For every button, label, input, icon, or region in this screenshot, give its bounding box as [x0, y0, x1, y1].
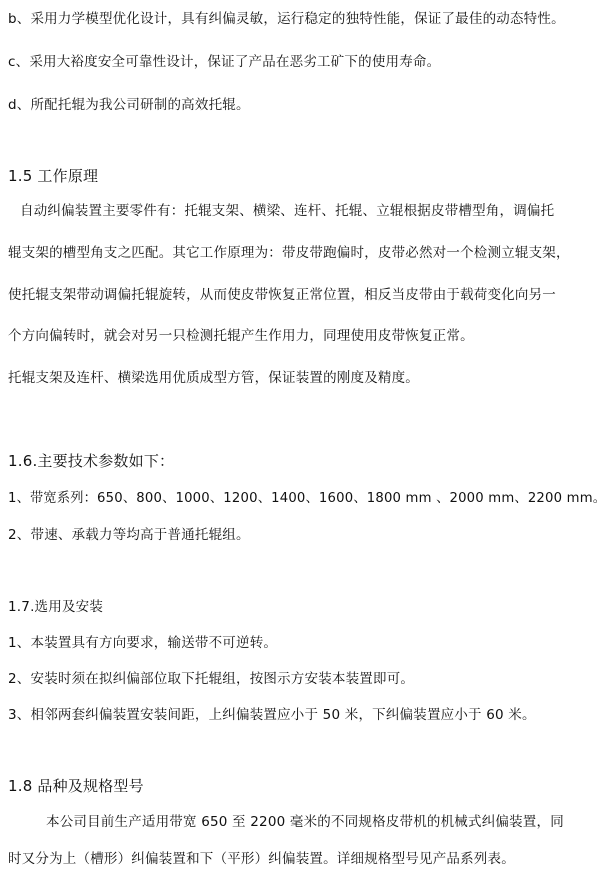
section-heading-1-6: 1.6.主要技术参数如下：	[8, 452, 175, 470]
section-heading-1-7: 1.7.选用及安装	[8, 599, 104, 615]
paragraph-line: 时又分为上（槽形）纠偏装置和下（平形）纠偏装置。详细规格型号见产品系列表。	[8, 851, 515, 867]
paragraph-line: 托辊支架及连杆、横梁选用优质成型方管，保证装置的刚度及精度。	[8, 370, 419, 386]
parameter-item: 2、带速、承载力等均高于普通托辊组。	[8, 527, 250, 543]
section-heading-1-5: 1.5 工作原理	[8, 167, 99, 185]
feature-c: c、采用大裕度安全可靠性设计，保证了产品在恶劣工矿下的使用寿命。	[8, 54, 441, 70]
install-item: 1、本装置具有方向要求，输送带不可逆转。	[8, 635, 278, 651]
paragraph-line: 辊支架的槽型角支之匹配。其它工作原理为：带皮带跑偏时，皮带必然对一个检测立辊支架，	[8, 245, 570, 261]
paragraph-line: 个方向偏转时，就会对另一只检测托辊产生作用力，同理使用皮带恢复正常。	[8, 328, 474, 344]
feature-d: d、所配托辊为我公司研制的高效托辊。	[8, 97, 250, 113]
install-item: 2、安装时须在拟纠偏部位取下托辊组，按图示方安装本装置即可。	[8, 671, 415, 687]
parameter-item: 1、带宽系列：650、800、1000、1200、1400、1600、1800 mm 、2000 mm、2200 mm。	[8, 490, 607, 506]
install-item: 3、相邻两套纠偏装置安装间距，上纠偏装置应小于 50 米，下纠偏装置应小于 60 米。	[8, 707, 536, 723]
section-heading-1-8: 1.8 品种及规格型号	[8, 777, 144, 795]
paragraph-line: 自动纠偏装置主要零件有：托辊支架、横梁、连杆、托辊、立辊根据皮带槽型角，调偏托	[20, 203, 555, 219]
paragraph-line: 使托辊支架带动调偏托辊旋转，从而使皮带恢复正常位置，相反当皮带由于载荷变化向另一	[8, 287, 556, 303]
feature-b: b、采用力学模型优化设计，具有纠偏灵敏，运行稳定的独特性能，保证了最佳的动态特性。	[8, 11, 565, 27]
paragraph-line: 本公司目前生产适用带宽 650 至 2200 毫米的不同规格皮带机的机械式纠偏装置，同	[46, 814, 564, 830]
